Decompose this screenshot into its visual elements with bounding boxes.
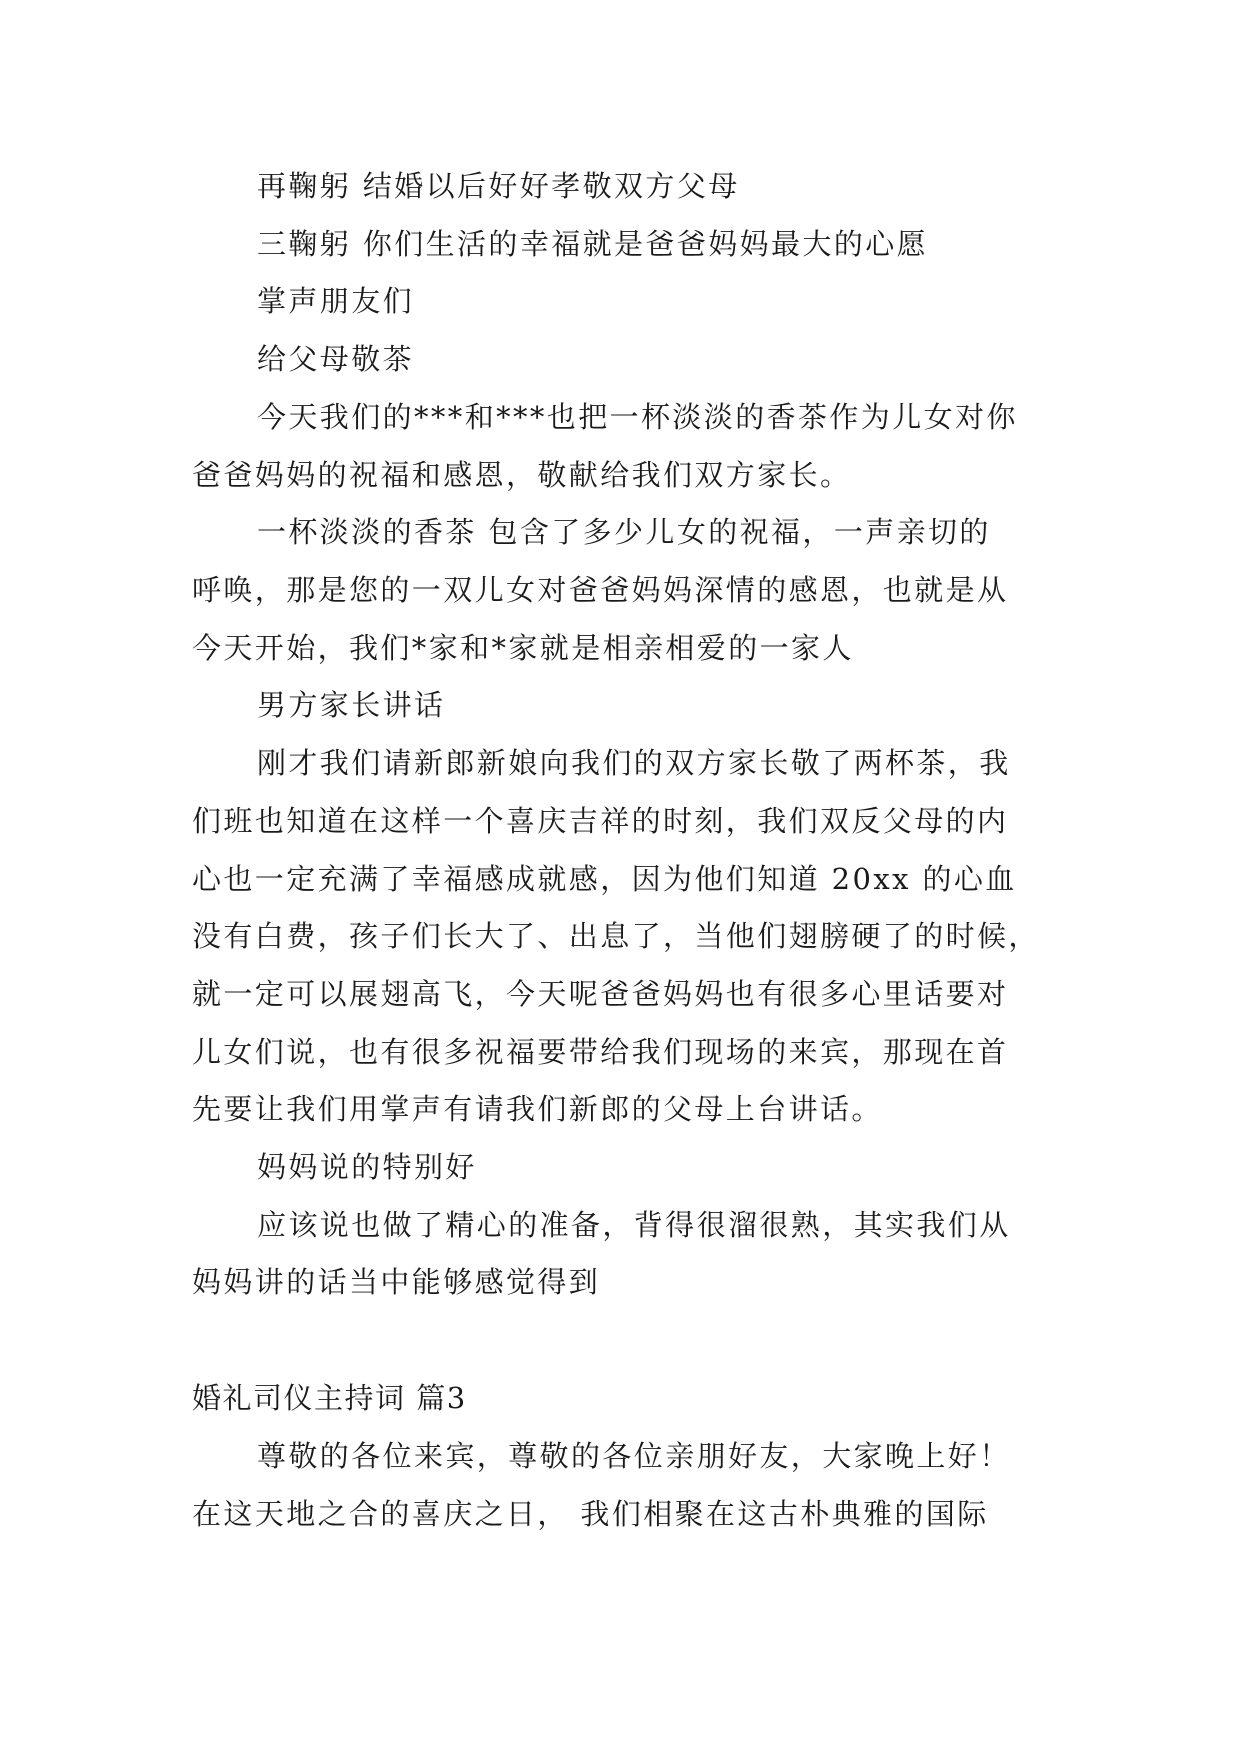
- paragraph-line: 在这天地之合的喜庆之日， 我们相聚在这古朴典雅的国际: [192, 1497, 989, 1531]
- paragraph-line: 呼唤，那是您的一双儿女对爸爸妈妈深情的感恩，也就是从: [192, 573, 1009, 607]
- paragraph-line: 掌声朋友们: [257, 284, 415, 318]
- paragraph-line: 就一定可以展翅高飞，今天呢爸爸妈妈也有很多心里话要对: [192, 977, 1009, 1011]
- paragraph-line: 应该说也做了精心的准备，背得很溜很熟，其实我们从: [257, 1208, 1011, 1242]
- paragraph-line: 妈妈说的特别好: [257, 1150, 477, 1184]
- paragraph-line: 今天开始，我们*家和*家就是相亲相爱的一家人: [192, 631, 854, 665]
- paragraph-line: 们班也知道在这样一个喜庆吉祥的时刻，我们双反父母的内: [192, 804, 1009, 838]
- paragraph-line: 尊敬的各位来宾，尊敬的各位亲朋好友，大家晚上好！: [257, 1439, 1011, 1473]
- paragraph-line: 先要让我们用掌声有请我们新郎的父母上台讲话。: [192, 1092, 883, 1126]
- paragraph-line: 妈妈讲的话当中能够感觉得到: [192, 1265, 601, 1299]
- paragraph-line: 再鞠躬 结婚以后好好孝敬双方父母: [257, 169, 740, 203]
- paragraph-line: 男方家长讲话: [257, 688, 446, 722]
- paragraph-line: 心也一定充满了幸福感成就感，因为他们知道 20xx 的心血: [192, 862, 1017, 896]
- paragraph-line: 刚才我们请新郎新娘向我们的双方家长敬了两杯茶，我: [257, 746, 1011, 780]
- paragraph-line: 儿女们说，也有很多祝福要带给我们现场的来宾，那现在首: [192, 1035, 1009, 1069]
- section-heading: 婚礼司仪主持词 篇3: [192, 1381, 467, 1415]
- paragraph-line: 爸爸妈妈的祝福和感恩，敬献给我们双方家长。: [192, 458, 852, 492]
- paragraph-line: 今天我们的***和***也把一杯淡淡的香茶作为儿女对你: [257, 400, 1018, 434]
- paragraph-line: 三鞠躬 你们生活的幸福就是爸爸妈妈最大的心愿: [257, 227, 929, 261]
- paragraph-line: 一杯淡淡的香茶 包含了多少儿女的祝福，一声亲切的: [257, 515, 991, 549]
- paragraph-line: 给父母敬茶: [257, 342, 415, 376]
- paragraph-line: 没有白费，孩子们长大了、出息了，当他们翅膀硬了的时候，: [192, 919, 1040, 953]
